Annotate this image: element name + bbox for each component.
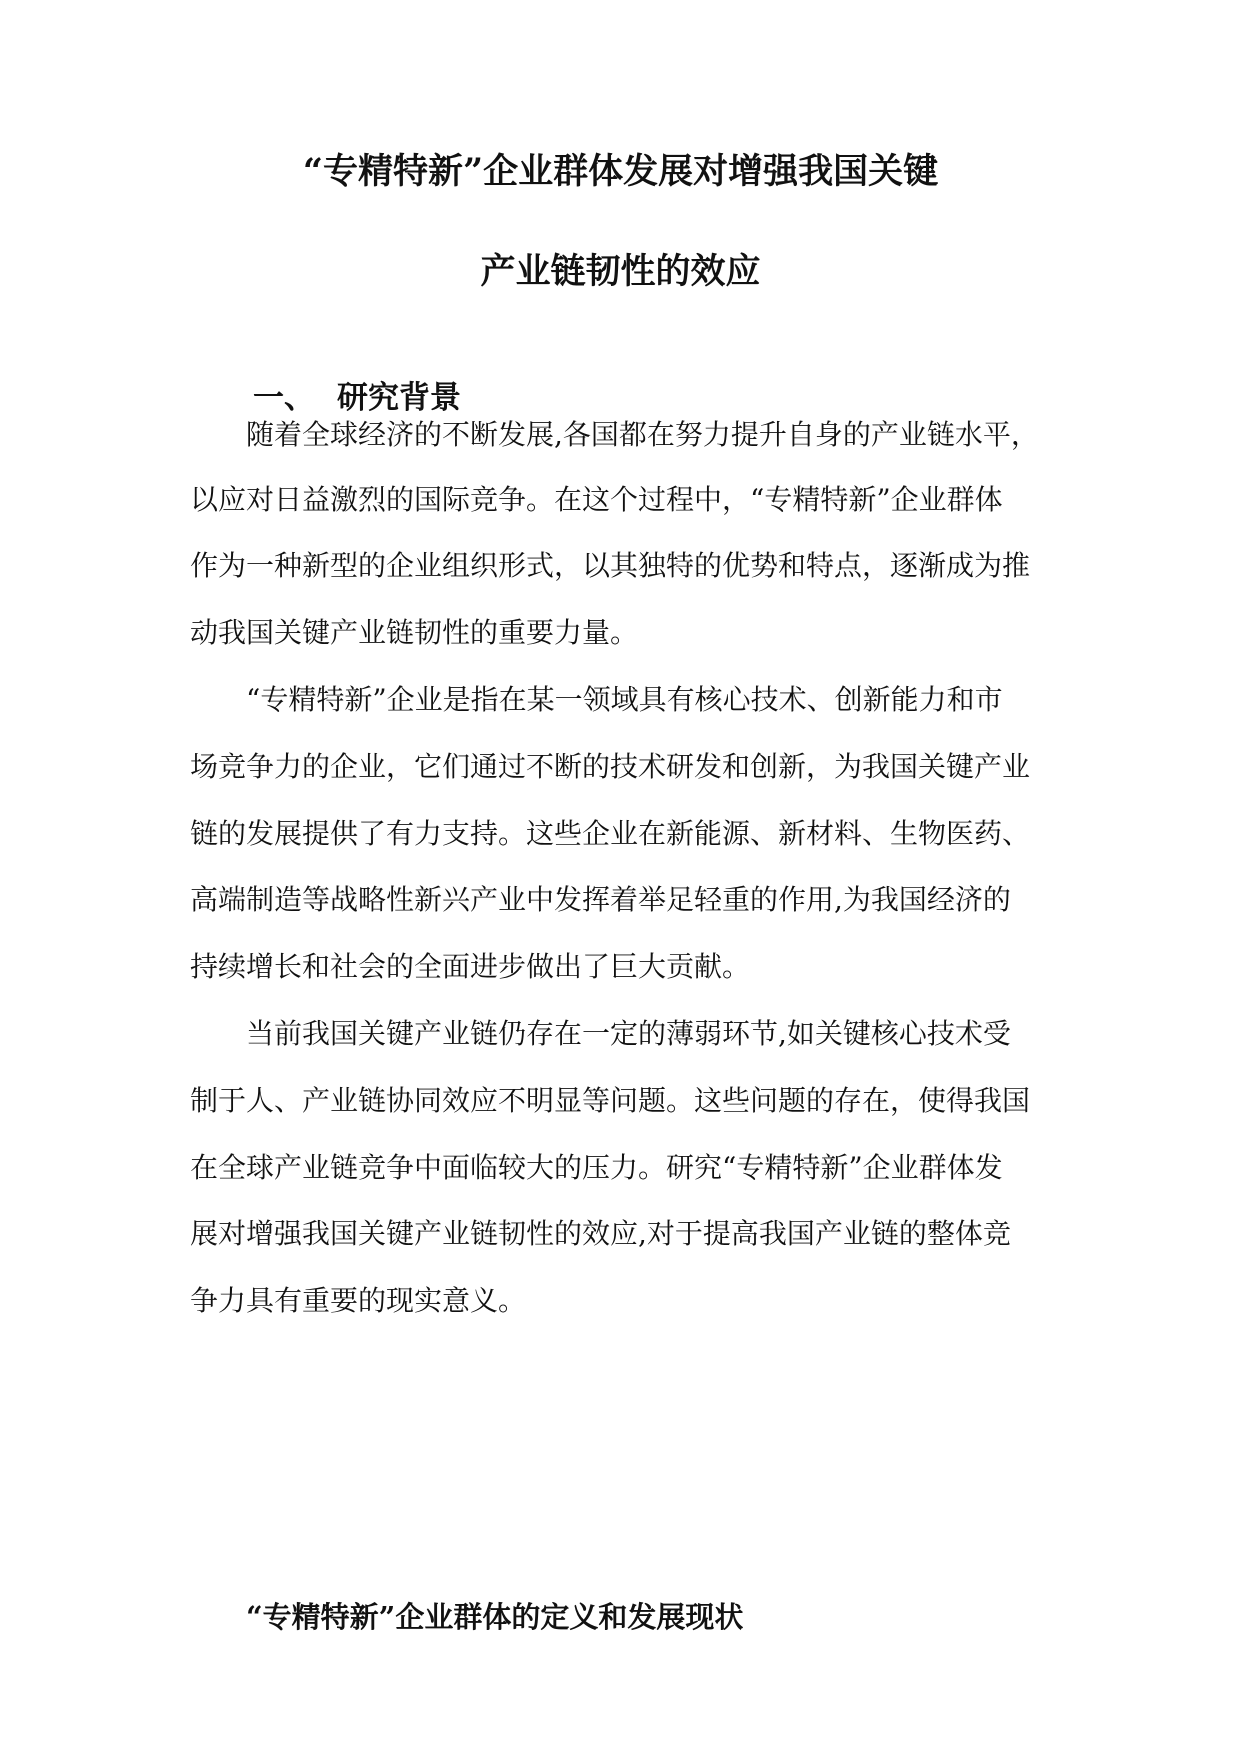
paragraph-2-line-1: “专精特新”企业是指在某一领域具有核心技术、创新能力和市: [246, 683, 1003, 716]
document-title-line-1: “专精特新”企业群体发展对增强我国关键: [302, 151, 939, 192]
paragraph-3-line-3: 在全球产业链竞争中面临较大的压力。研究“专精特新”企业群体发: [190, 1151, 1003, 1184]
section-title: 研究背景: [337, 380, 461, 416]
section-heading: [253, 378, 461, 418]
paragraph-3-line-4: 展对增强我国关键产业链韧性的效应,对于提高我国产业链的整体竞: [190, 1217, 1011, 1250]
section-number: 一、: [253, 380, 315, 416]
subsection-heading: “专精特新”企业群体的定义和发展现状: [246, 1600, 744, 1634]
paragraph-1-line-1: 随着全球经济的不断发展,各国都在努力提升自身的产业链水平，: [246, 418, 1039, 451]
paragraph-2-line-4: 高端制造等战略性新兴产业中发挥着举足轻重的作用,为我国经济的: [190, 883, 1011, 916]
paragraph-1-line-4: 动我国关键产业链韧性的重要力量。: [190, 616, 639, 649]
paragraph-1-line-2: 以应对日益激烈的国际竞争。在这个过程中，“专精特新”企业群体: [190, 483, 1003, 516]
paragraph-2-line-5: 持续增长和社会的全面进步做出了巨大贡献。: [190, 950, 751, 983]
paragraph-3-line-5: 争力具有重要的现实意义。: [190, 1284, 527, 1317]
paragraph-3-line-2: 制于人、产业链协同效应不明显等问题。这些问题的存在，使得我国: [190, 1084, 1031, 1117]
paragraph-2-line-2: 场竞争力的企业，它们通过不断的技术研发和创新，为我国关键产业: [190, 750, 1031, 783]
document-title-line-2: 产业链韧性的效应: [480, 251, 761, 292]
paragraph-3-line-1: 当前我国关键产业链仍存在一定的薄弱环节,如关键核心技术受: [246, 1017, 1011, 1050]
paragraph-2-line-3: 链的发展提供了有力支持。这些企业在新能源、新材料、生物医药、: [190, 817, 1031, 850]
paragraph-1-line-3: 作为一种新型的企业组织形式，以其独特的优势和特点，逐渐成为推: [190, 549, 1031, 582]
